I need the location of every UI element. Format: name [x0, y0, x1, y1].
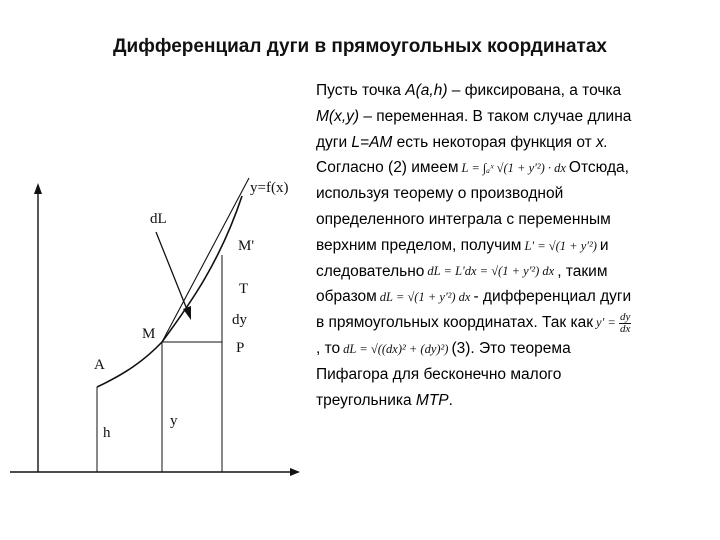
label-A: A — [94, 357, 105, 373]
text-line-10: в прямоугольных координатах. Так как y' = $\frac{dy}{dx}$ — [316, 310, 716, 336]
text-line-2: M(x,y) – переменная. В таком случае длина — [316, 107, 632, 125]
label-M-prime: M' — [238, 238, 255, 254]
text-line-1: Пусть точка A(a,h) – фиксирована, а точка — [316, 82, 622, 99]
text-line-11: , то dL = √((dx)² + (dy)²) (3). Это теорема — [316, 339, 571, 357]
formula-pythagoras: dL = √((dx)² + (dy)²) — [343, 341, 449, 356]
dL-arrow-head — [183, 306, 191, 320]
x-axis-arrow — [290, 468, 300, 476]
y-axis-arrow — [34, 183, 42, 194]
label-M: M — [142, 326, 156, 342]
curve — [97, 196, 245, 387]
arc-differential-figure — [0, 150, 300, 530]
body-text — [316, 78, 716, 413]
text-line-7: верхним пределом, получим L' = √(1 + y'²) и — [316, 236, 609, 254]
formula-dL-chain: dL = L'dx = √(1 + y'²) dx — [427, 264, 555, 279]
text-line-5: используя теорему о производной — [316, 185, 564, 203]
dL-arrow-line — [156, 232, 188, 312]
formula-integral: L = ∫ₐˣ √(1 + y'²) · dx — [461, 161, 566, 176]
label-dL: dL — [150, 211, 167, 227]
text-line-12: Пифагора для бесконечно малого — [316, 365, 562, 383]
text-line-6: определенного интеграла с переменным — [316, 210, 611, 228]
formula-y-prime: y' = $\frac{dy}{dx}$ — [596, 310, 631, 335]
label-h: h — [103, 425, 111, 441]
label-P: P — [236, 340, 245, 356]
text-line-9: образом dL = √(1 + y'²) dx - дифференциал дуги — [316, 288, 632, 306]
slide-title: Дифференциал дуги в прямоугольных координатах — [113, 36, 607, 57]
label-curve: y=f(x) — [250, 180, 289, 196]
label-T: T — [239, 281, 249, 297]
text-line-4: Согласно (2) имеем L = ∫ₐˣ √(1 + y'²) · dx Отсюда, — [316, 159, 629, 177]
text-line-3: дуги L=AM есть некоторая функция от x. — [316, 133, 609, 151]
text-line-8: следовательно dL = L'dx = √(1 + y'²) dx , таким — [316, 262, 608, 280]
text-line-13: треугольника MTP. — [316, 391, 453, 409]
label-dy: dy — [232, 312, 247, 328]
formula-derivative: L' = √(1 + y'²) — [524, 238, 597, 253]
formula-dL: dL = √(1 + y'²) dx — [379, 290, 471, 305]
label-y: y — [170, 413, 178, 429]
